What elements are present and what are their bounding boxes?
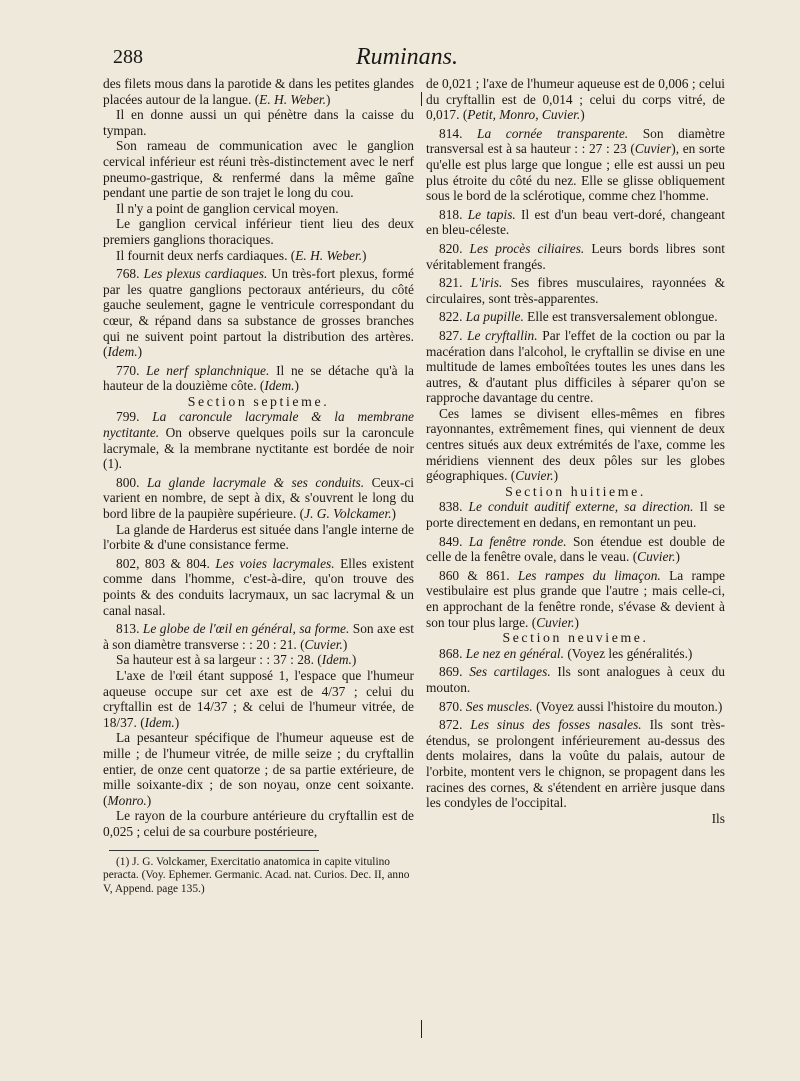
article-818: 818. Le tapis. Il est d'un beau vert-doré, changeant en bleu-céleste. bbox=[426, 206, 725, 238]
article-800: 800. La glande lacrymale & ses conduits. Ceux-ci varient en nombre, de sept à dix, & s'ouvrent le long du bord libre de la paupière supérieure. (J. G. Volckamer.) bbox=[103, 474, 414, 522]
page-number: 288 bbox=[113, 46, 143, 68]
paragraph: La glande de Harderus est située dans l'angle interne de l'orbite & d'une consistance ferme. bbox=[103, 521, 414, 553]
paragraph: Il fournit deux nerfs cardiaques. (E. H. Weber.) bbox=[116, 247, 367, 263]
paragraph: Il n'y a point de ganglion cervical moyen. bbox=[116, 200, 339, 216]
article-822: 822. La pupille. Elle est transversalement oblongue. bbox=[439, 309, 718, 325]
article-868: 868. Le nez en général. (Voyez les généralités.) bbox=[439, 645, 693, 661]
article-860: 860 & 861. Les rampes du limaçon. La rampe vestibulaire est plus grande que l'autre ; mais celle-ci, en approchant de la fenêtre ronde, s'évase & devient à son tour plus large. (Cuvier.) bbox=[426, 567, 725, 630]
article-849: 849. La fenêtre ronde. Son étendue est double de celle de la fenêtre ovale, dans le veau. (Cuvier.) bbox=[426, 533, 725, 565]
paragraph: Il en donne aussi un qui pénètre dans la caisse du tympan. bbox=[103, 107, 414, 138]
margin-mark bbox=[421, 1020, 422, 1038]
article-814: 814. La cornée transparente. Son diamètre transversal est à sa hauteur : : 27 : 23 (Cuvier), en sorte qu'elle est plus large que longue ; elle est aussi un peu plus étroite du côté du nez. Elle se glisse obliquement sous le bord de la sclérotique, comme chez l'homme. bbox=[426, 125, 726, 204]
paragraph: La pesanteur spécifique de l'humeur aqueuse est de mille ; de l'humeur vitrée, de mille seize ; du cryftallin entier, de onze cent quatorze ; de sa partie extérieure, de mille soixante-dix ; de son noyau, onze cent soixante. (Monro.) bbox=[103, 730, 414, 808]
footnote-rule bbox=[109, 850, 319, 851]
margin-mark bbox=[421, 92, 422, 106]
article-813: 813. Le globe de l'œil en général, sa forme. Son axe est à son diamètre transverse : : 20 : 21. (Cuvier.) bbox=[103, 621, 414, 652]
running-head bbox=[99, 40, 715, 74]
article-802: 802, 803 & 804. Les voies lacrymales. Elles existent comme dans l'homme, c'est-à-dire, qu'on trouve des points & des conduits lacrymaux, un sac lacrymal & un canal nasal. bbox=[103, 555, 414, 618]
article-770: 770. Le nerf splanchnique. Il ne se détache qu'à la hauteur de la douzième côte. (Idem.) bbox=[103, 362, 414, 394]
article-768: 768. Les plexus cardiaques. Un très-fort plexus, formé par les quatre ganglions pectoraux antérieurs, du côté gauche seulement, gagne le ventricule correspondant du cœur, & répand dans sa substance de grosses branches qui ne suivent point partout la distribution des artères. (Idem.) bbox=[103, 266, 414, 360]
paragraph: Sa hauteur est à sa largeur : : 37 : 28. (Idem.) bbox=[116, 652, 357, 668]
section-heading: Section septieme. bbox=[187, 393, 330, 409]
footnote: (1) J. G. Volckamer, Exercitatio anatomica in capite vitulino peracta. (Voy. Ephemer. Germanic. Acad. nat. Curios. Dec. II, anno V, Append. page 135.) bbox=[103, 855, 410, 895]
article-799: 799. La caroncule lacrymale & la membrane nyctitante. On observe quelques poils sur la caroncule lacrymale, & la membrane nyctitante est bordée de noir (1). bbox=[103, 409, 414, 472]
catchword: Ils bbox=[711, 810, 725, 826]
article-872: 872. Les sinus des fosses nasales. Ils sont très-étendus, se prolongent inférieurement au-dessus des dents molaires, dans la voûte du palais, autour de l'orbite, montent vers le chignon, se propagent dans les racines des cornes, & s'étendent en arrière jusque dans les condyles de l'occipital. bbox=[426, 717, 725, 811]
article-827: 827. Le cryftallin. Par l'effet de la coction ou par la macération dans l'alcohol, le cryftallin se divise en une multitude de lames emboîtées toutes les unes dans les autres, & d'autant plus difficiles à séparer qu'on se rapproche davantage du centre. bbox=[426, 327, 726, 406]
paragraph: de 0,021 ; l'axe de l'humeur aqueuse est de 0,006 ; celui du cryftallin est de 0,014 ; celui du corps vitré, de 0,017. (Petit, Monro, Cuvier.) bbox=[426, 76, 725, 123]
section-heading: Section huitieme. bbox=[505, 483, 646, 499]
paragraph: Le ganglion cervical inférieur tient lieu des deux premiers ganglions thoraciques. bbox=[103, 216, 414, 247]
paragraph: Ces lames se divisent elles-mêmes en fibres rayonnantes, extrêmement fines, qui viennent de deux centres situés aux deux extrémités de l'axe, comme les méridiens viennent des deux pôles sur les globes géographiques. (Cuvier.) bbox=[426, 405, 725, 484]
article-821: 821. L'iris. Ses fibres musculaires, rayonnées & circulaires, sont très-apparentes. bbox=[426, 275, 725, 306]
article-869: 869. Ses cartilages. Ils sont analogues à ceux du mouton. bbox=[426, 664, 725, 695]
paragraph: L'axe de l'œil étant supposé 1, l'espace que l'humeur aqueuse occupe sur cet axe est de 4/37 ; celui du cryftallin est de 14/37 ; & celui de l'humeur vitrée, de 18/37. (Idem.) bbox=[103, 667, 414, 730]
article-838: 838. Le conduit auditif externe, sa direction. Il se porte directement en dedans, en remontant un peu. bbox=[426, 499, 725, 531]
paragraph: des filets mous dans la parotide & dans les petites glandes placées autour de la langue. (E. H. Weber.) bbox=[103, 76, 414, 107]
section-heading: Section neuvieme. bbox=[502, 630, 649, 646]
right-column bbox=[426, 76, 725, 826]
article-870: 870. Ses muscles. (Voyez aussi l'histoire du mouton.) bbox=[439, 698, 723, 714]
left-column bbox=[103, 76, 414, 896]
paragraph: Le rayon de la courbure antérieure du cryftallin est de 0,025 ; celui de sa courbure postérieure, bbox=[103, 808, 414, 839]
article-820: 820. Les procès ciliaires. Leurs bords libres sont véritablement frangés. bbox=[426, 240, 725, 272]
paragraph: Son rameau de communication avec le ganglion cervical inférieur est réuni très-distinctement avec le nerf pneumo-gastrique, & renfermé dans la même gaîne pendant une partie de son trajet le long du cou. bbox=[103, 138, 414, 201]
running-title: Ruminans. bbox=[356, 44, 458, 70]
